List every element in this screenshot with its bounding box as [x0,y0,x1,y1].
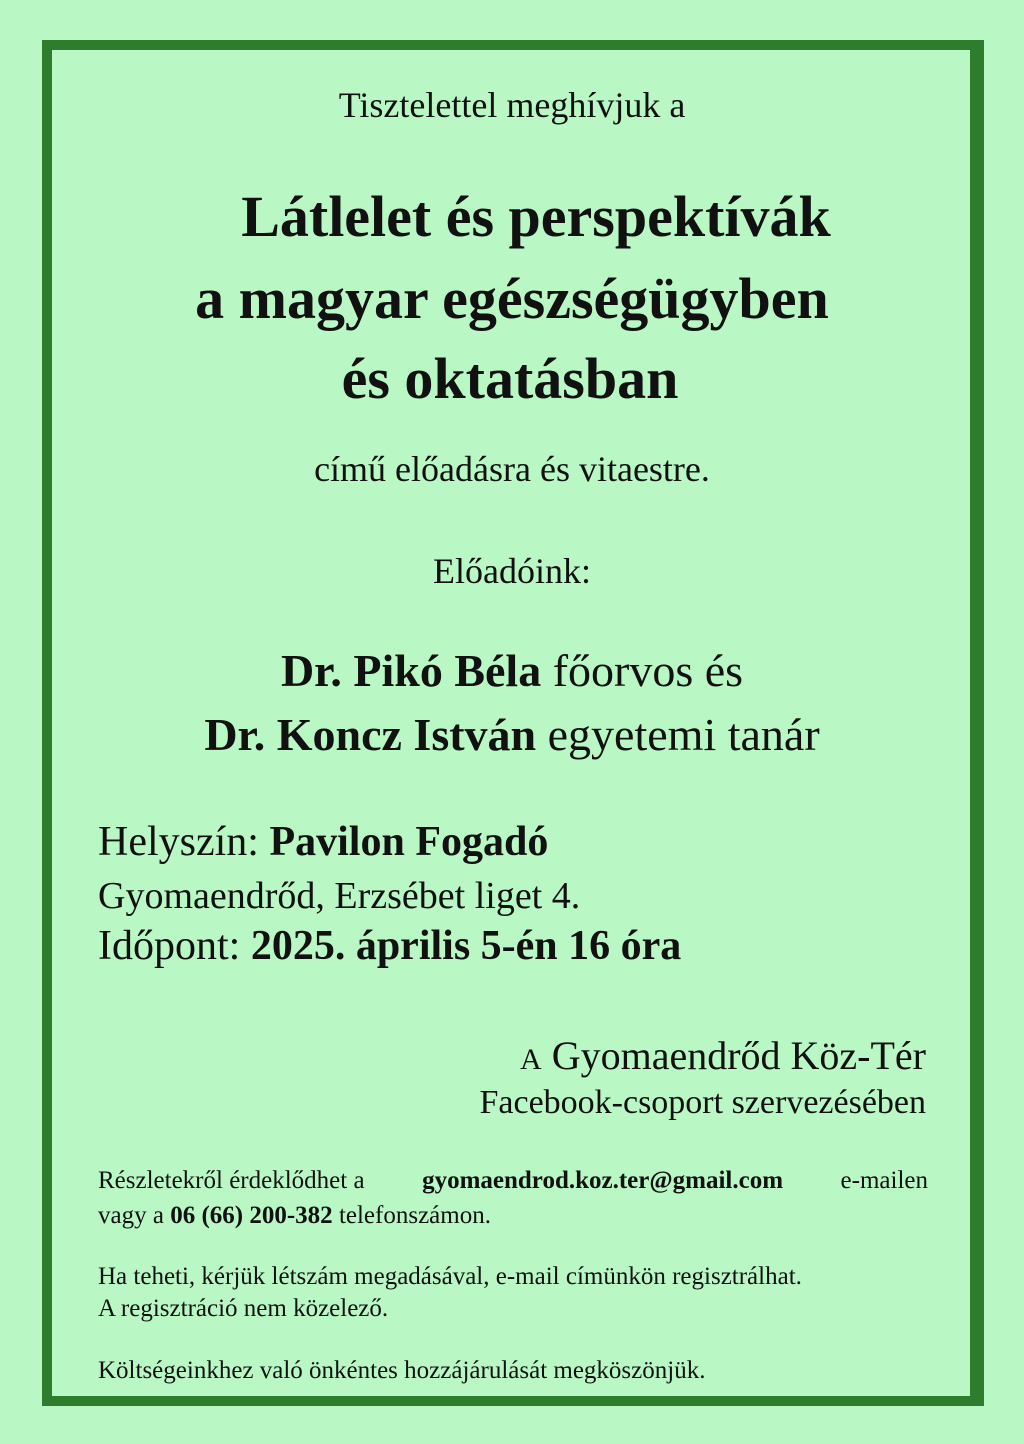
contact-pre: Részletekről érdeklődhet a [98,1167,365,1194]
thanks-note: Költségeinkhez való önkéntes hozzájárulását megköszönjük. [98,1357,706,1384]
registration-line-1: Ha teheti, kérjük létszám megadásával, e-mail címünkön regisztrálhat. [98,1263,802,1290]
organizer-prefix: A [520,1043,542,1076]
event-title-line-2: a magyar egészségügyben [195,266,829,331]
contact-line2-pre: vagy a [98,1202,171,1229]
organizer-name: Gyomaendrőd Köz-Tér [541,1033,926,1078]
contact-post: e-mailen [840,1167,928,1194]
venue-label: Helyszín: [98,819,270,865]
venue-line [98,818,548,866]
event-title-line-1: Látlelet és perspektívák [241,184,831,249]
venue-name: Pavilon Fogadó [269,819,549,865]
time-label: Időpont: [98,923,251,969]
event-title-line-3: és oktatásban [341,346,679,411]
venue-address: Gyomaendrőd, Erzsébet liget 4. [98,875,581,917]
speaker-1-name: Dr. Pikó Béla [280,645,542,696]
contact-line-1 [98,1167,928,1195]
speaker-2 [0,708,1024,761]
speaker-1-role: főorvos és [541,645,744,696]
contact-line2-post: telefonszámon. [332,1202,491,1229]
invitation-intro: Tisztelettel meghívjuk a [338,85,686,125]
speaker-2-role: egyetemi tanár [536,709,820,760]
time-value: 2025. április 5-én 16 óra [250,923,682,969]
speaker-1 [0,644,1024,697]
contact-phone[interactable]: 06 (66) 200-382 [170,1202,333,1229]
speakers-heading: Előadóink: [433,551,591,591]
event-subtitle: című előadásra és vitaestre. [314,449,710,489]
contact-line-2 [98,1202,491,1230]
contact-email[interactable]: gyomaendrod.koz.ter@gmail.com [422,1167,784,1194]
speaker-2-name: Dr. Koncz István [204,709,537,760]
organizer-line-2: Facebook-csoport szervezésében [479,1084,926,1121]
organizer-line-1 [520,1032,926,1079]
time-line [98,922,681,970]
registration-line-2: A regisztráció nem közelező. [98,1295,389,1322]
